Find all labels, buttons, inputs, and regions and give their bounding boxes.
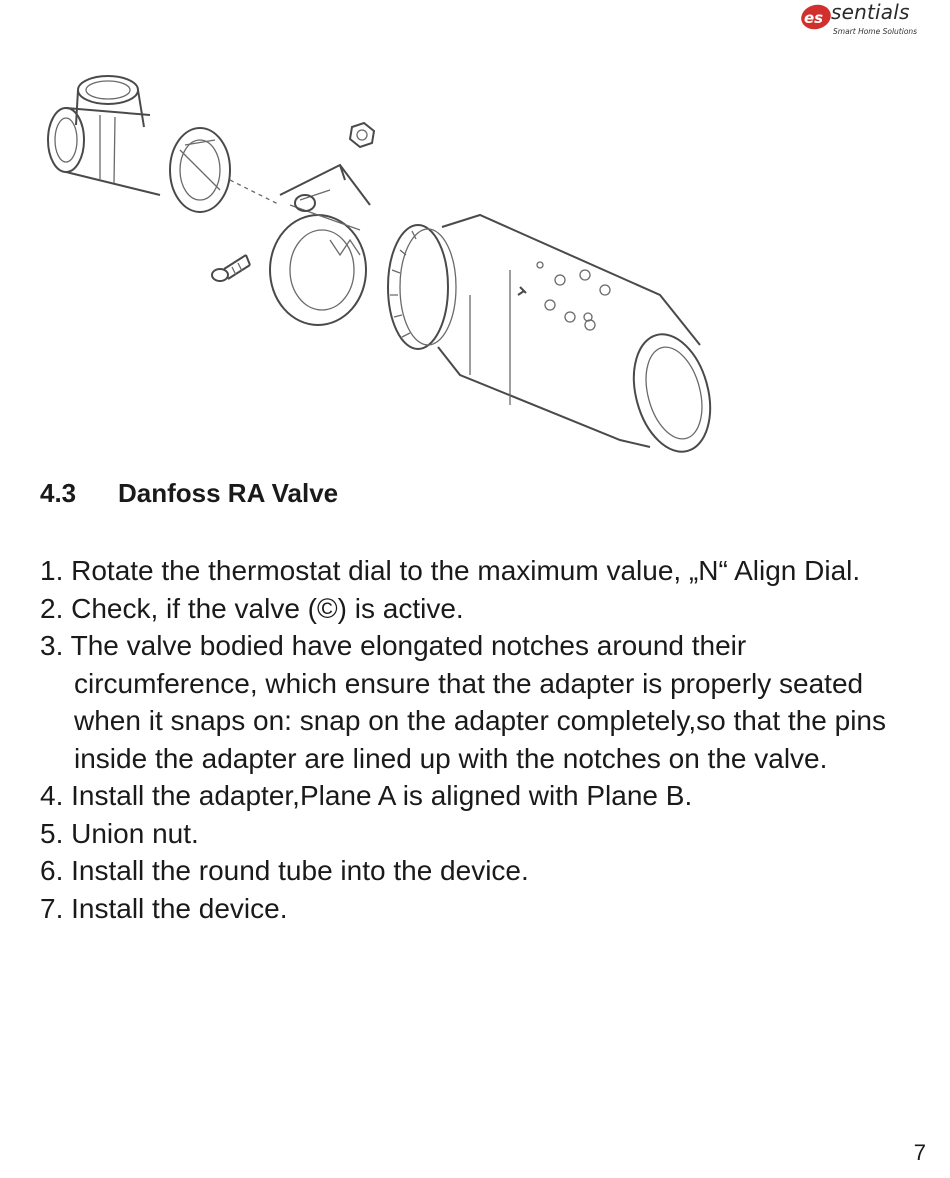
valve-body-icon — [48, 76, 280, 212]
adapter-ring-icon — [270, 165, 370, 325]
brand-wordmark: sentials — [831, 0, 910, 24]
brand-wordmark-es: es — [804, 9, 824, 27]
section-heading — [40, 478, 338, 509]
thermostat-head-icon — [388, 215, 722, 460]
page-number: 7 — [913, 1140, 926, 1165]
section-number: 4.3 — [40, 478, 77, 508]
step-item: 4. Install the adapter,Plane A is aligned with Plane B. — [40, 780, 693, 811]
section-title: Danfoss RA Valve — [118, 478, 339, 508]
installation-diagram — [40, 55, 740, 465]
step-item: 5. Union nut. — [40, 817, 199, 849]
step-item: 6. Install the round tube into the device. — [40, 855, 529, 886]
step-item: 7. Install the device. — [40, 892, 288, 924]
brand-badge-icon — [800, 2, 834, 32]
brand-logo — [800, 2, 930, 38]
hex-nut-icon — [350, 123, 374, 147]
brand-tagline: Smart Home Solutions — [833, 27, 918, 36]
screw-icon — [212, 255, 250, 281]
installation-steps — [40, 552, 930, 927]
step-item: 2. Check, if the valve (©) is active. — [40, 592, 464, 624]
step-item: 3. The valve bodied have elongated notches around their circumference, which ensure that the adapter is properly seated when it snaps on: snap on the adapter completely,so that the pins inside the adapter are lined up with the notches on the valve. — [40, 630, 886, 774]
step-item: 1. Rotate the thermostat dial to the maximum value, „N“ Align Dial. — [40, 555, 861, 586]
